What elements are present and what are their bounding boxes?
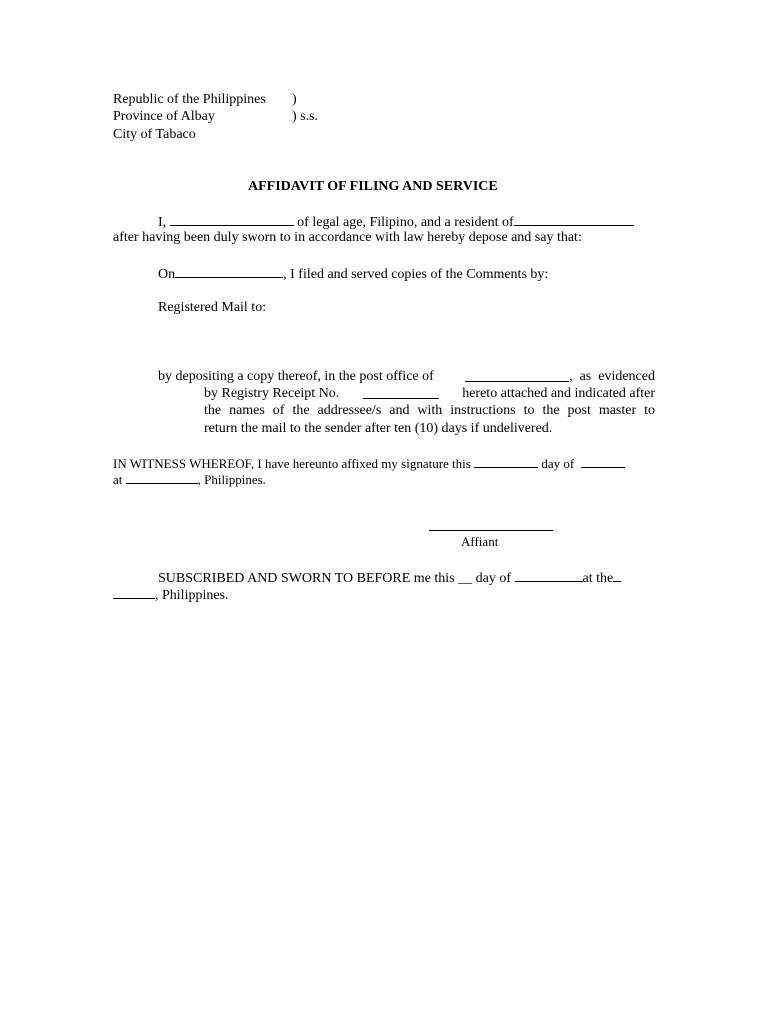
document-title: AFFIDAVIT OF FILING AND SERVICE [248, 179, 498, 194]
on-text: On [158, 267, 176, 282]
witness-month-blank[interactable] [581, 454, 625, 468]
affiant-name-blank[interactable] [170, 212, 294, 226]
deposit-line-4: return the mail to the sender after ten (10) days if undelivered. [204, 421, 553, 436]
jurat-line-2 [113, 585, 229, 604]
evidenced-text: , as evidenced [569, 369, 655, 384]
jurat-place-blank[interactable] [113, 585, 155, 599]
registry-receipt-blank[interactable] [363, 385, 439, 399]
affiant-label: Affiant [461, 534, 499, 549]
deposit-text: by depositing a copy thereof, in the post office of [158, 369, 434, 384]
intro-text-i: I, [158, 215, 167, 230]
deposit-line-1 [158, 368, 655, 385]
venue-city: City of Tabaco [113, 127, 196, 142]
venue-country: Republic of the Philippines [113, 92, 266, 107]
deposit-line-3: the names of the addressee/s and with instructions to the post master to [204, 403, 655, 418]
registry-receipt-text: by Registry Receipt No. [204, 386, 340, 401]
registered-mail-label: Registered Mail to: [158, 300, 267, 315]
witness-place-blank[interactable] [126, 470, 198, 484]
filed-served-text: , I filed and served copies of the Comments by: [283, 267, 549, 282]
venue-paren-ss: ) s.s. [292, 109, 319, 124]
venue-paren-1: ) [292, 92, 297, 107]
witness-philippines-text: , Philippines. [197, 472, 266, 487]
affiant-signature-line[interactable] [429, 530, 553, 531]
witness-day-of-text: day of [541, 456, 575, 471]
jurat-place-blank-end[interactable] [613, 568, 621, 582]
deposit-line-2 [204, 385, 655, 402]
witness-day-blank[interactable] [474, 454, 538, 468]
filing-date-blank[interactable] [175, 264, 283, 278]
witness-text: IN WITNESS WHEREOF, I have hereunto affixed my signature this [113, 456, 471, 471]
jurat-month-blank[interactable] [515, 568, 583, 582]
paragraph-filing-date [158, 264, 548, 283]
residence-blank[interactable] [514, 212, 634, 226]
witness-at-text: at [113, 472, 123, 487]
hereto-attached-text: hereto attached and indicated after [462, 386, 655, 401]
jurat-philippines-text: , Philippines. [155, 588, 229, 603]
intro-text-resident: of legal age, Filipino, and a resident of [297, 215, 514, 230]
jurat-at-the-text: at the [582, 571, 614, 586]
jurat-text: SUBSCRIBED AND SWORN TO BEFORE me this __ day of [158, 571, 512, 586]
witness-line-2 [113, 470, 266, 488]
venue-province: Province of Albay [113, 109, 215, 124]
paragraph-sworn-line: after having been duly sworn to in accordance with law hereby depose and say that: [113, 230, 582, 245]
post-office-blank[interactable] [465, 368, 569, 382]
